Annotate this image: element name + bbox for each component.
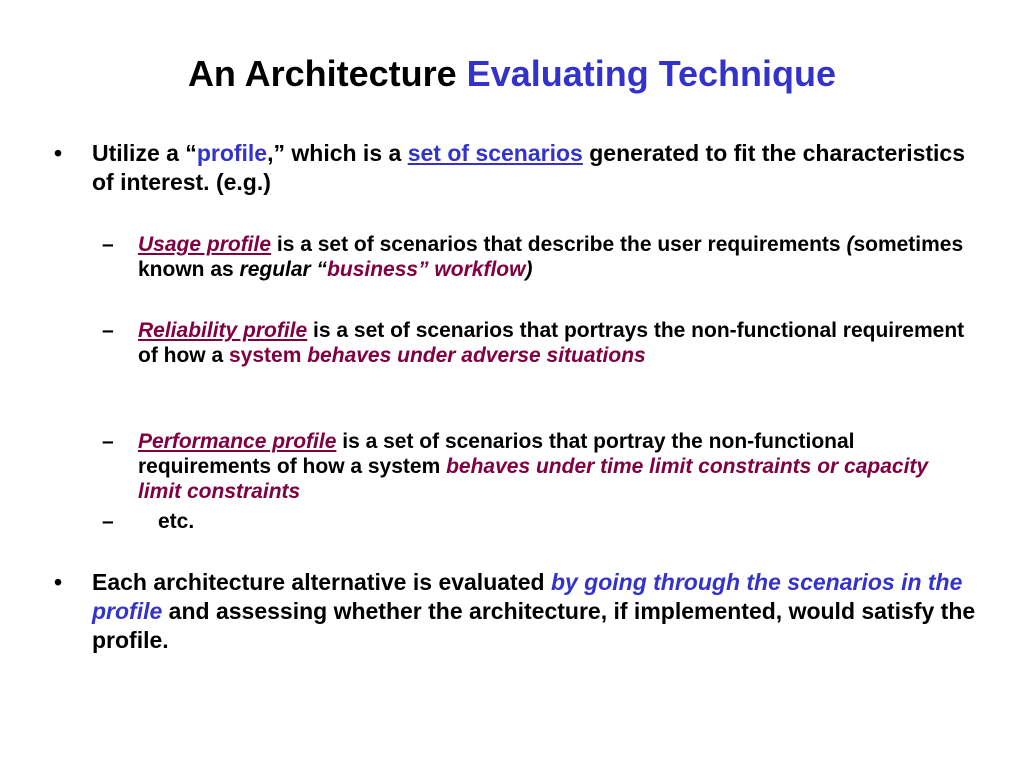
sub-item-etc (102, 509, 968, 534)
sub1-text-2: ( (846, 233, 854, 256)
usage-profile-link[interactable]: Usage profile (138, 233, 272, 256)
sub2-text-2: system (229, 344, 302, 367)
dash-marker: – (102, 233, 114, 256)
bullet2-text-1: Each architecture alternative is evaluated (92, 569, 551, 595)
sub-item-reliability-profile (102, 318, 968, 368)
sub1-text-3: sometimes known as (138, 233, 964, 281)
sub1-text-1: is a set of scenarios that describe the user requirements (271, 233, 847, 256)
bullet2-text-3: and assessing whether the architecture, if implemented, would satisfy the profile. (92, 598, 976, 653)
bullet-marker: • (54, 569, 63, 595)
sub1-text-6: ) (525, 258, 533, 281)
title-part1: An Architecture (187, 53, 467, 94)
dash-marker: – (102, 510, 114, 533)
sub3-text-1: is a set of scenarios that portray the non-functional requirements of how a system (138, 430, 855, 478)
bullet1-text-2: ,” which is a (267, 140, 408, 166)
sub3-text-2: behaves under time limit constraints or capacity limit constraints (138, 455, 929, 503)
set-of-scenarios-link[interactable]: set of scenarios (407, 140, 583, 166)
dash-marker: – (102, 430, 114, 453)
sub4-text: etc. (158, 510, 195, 533)
bullet2-text-2: by going through the scenarios in the profile (92, 569, 963, 624)
bullet-utilize-profile (54, 139, 982, 197)
sub2-text-4: behaves under adverse situations (307, 344, 646, 367)
sub1-text-4: regular “ (239, 258, 328, 281)
bullet-each-alternative (54, 568, 982, 655)
reliability-profile-link[interactable]: Reliability profile (138, 319, 308, 342)
slide-title (0, 52, 1024, 96)
sub2-text-1: is a set of scenarios that portrays the non-functional requirement of how a (138, 319, 965, 367)
performance-profile-link[interactable]: Performance profile (138, 430, 337, 453)
bullet1-text-1: Utilize a “ (92, 140, 197, 166)
bullet1-text-3: generated to fit the characteristics of interest. (e.g.) (92, 140, 966, 195)
sub1-text-5: business” workflow (327, 258, 526, 281)
bullet-marker: • (54, 140, 63, 166)
dash-marker: – (102, 319, 114, 342)
sub-item-usage-profile (102, 232, 968, 282)
sub-item-performance-profile (102, 429, 968, 504)
title-part2: Evaluating Technique (466, 53, 837, 94)
bullet1-profile: profile (196, 140, 268, 166)
